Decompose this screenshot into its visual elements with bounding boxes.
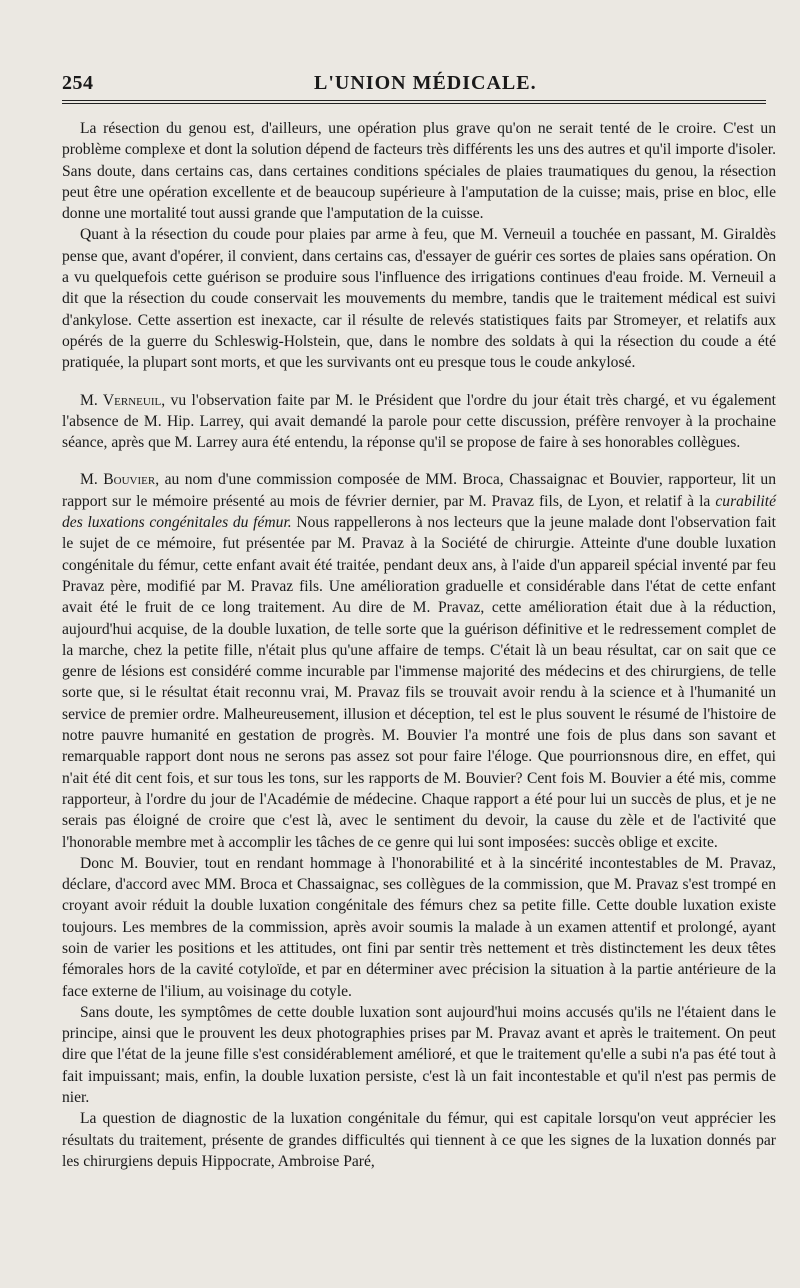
paragraph-symptoms: Sans doute, les symptômes de cette double luxation sont aujourd'hui moins accusés qu'ils ne l'étaient dans le principe, ainsi que le prouvent les deux photographies prises par M. Pravaz avant et après le traitement. On peut dire que l'état de la jeune fille s'est considérablement amélioré, et que le traitement qu'elle a subi n'a pas été tout à fait impuissant; mais, enfin, la double luxation persiste, c'est là un fait incontestable et qu'il n'est pas permis de nier. — [62, 1003, 776, 1107]
page-number: 254 — [62, 72, 94, 94]
paragraph-bouvier-report: M. Bouvier, au nom d'une commission composée de MM. Broca, Chassaignac et Bouvier, rapporteur, lit un rapport sur le mémoire présenté au mois de février dernier, par M. Pravaz fils, de Lyon, et relatif à la curabilité des luxations congénitales du fémur. Nous rappellerons à nos lecteurs que la jeune malade dont l'observation fait le sujet de ce mémoire, fut présentée par M. Pravaz à la Société de chirurgie. Atteinte d'une double luxation congénitale du fémur, cette enfant avait été traitée, pendant deux ans, à l'aide d'un appareil spécial inventé par feu Pravaz père, modifié par M. Pravaz fils. Une amélioration graduelle et considérable dans l'état de cette enfant avait été le fruit de ce long traitement. Au dire de M. Pravaz, cette amélioration était due à la réduction, aujourd'hui acquise, de la double luxation, de telle sorte que la guérison définitive et le redressement complet de la marche, chez la petite fille, n'était plus qu'une affaire de temps. C'était là un beau résultat, car on sait que ce genre de lésions est considéré comme incurable par l'immense majorité des médecins et des chirurgiens, de telle sorte que, si le résultat était reconnu vrai, M. Pravaz fils se trouvait avoir rendu à la science et à l'humanité un service de premier ordre. Malheureusement, illusion et déception, tel est le plus souvent le résumé de l'histoire de notre pauvre humanité en gestation de progrès. M. Bouvier l'a montré une fois de plus dans son savant et remarquable rapport dont nous ne serons pas assez sot pour faire l'éloge. Que pourrionsnous dire, en effet, qui n'ait été dit cent fois, et sur tous les tons, sur les rapports de M. Bouvier? Cent fois M. Bouvier a été mis, comme rapporteur, à l'ordre du jour de l'Académie de médecine. Chaque rapport a été pour lui un succès de plus, et je ne serais pas éloigné de croire que c'est là, avec le sentiment du devoir, la cause du zèle et de l'activité que l'honorable membre met à accomplir les tâches de ce genre qui lui sont imposées: succès oblige et excite. — [62, 471, 776, 851]
paragraph-genou-resection: La résection du genou est, d'ailleurs, une opération plus grave qu'on ne serait tenté de le croire. C'est un problème complexe et dont la solution dépend de facteurs très différents les uns des autres et qu'il importe d'isoler. Sans doute, dans certains cas, dans certaines conditions spéciales de plaies traumatiques du genou, la résection peut être une opération excellente et de beaucoup supérieure à l'amputation de la cuisse; mais, prise en bloc, elle donne une mortalité tout aussi grande que l'amputation de la cuisse. — [62, 120, 776, 223]
page-header — [62, 68, 776, 98]
memoir-title: curabilité des luxations congénitales du fémur. — [62, 492, 776, 532]
running-title: L'UNION MÉDICALE. — [314, 72, 537, 94]
speaker-name: M. Verneuil, — [80, 391, 166, 409]
paragraph-diagnosis: La question de diagnostic de la luxation congénitale du fémur, qui est capitale lorsqu'on veut apprécier les résultats du traitement, présente de grandes difficultés qui tiennent à ce que les signes de la luxation donnés par les chirurgiens depuis Hippocrate, Ambroise Paré, — [62, 1110, 776, 1170]
paragraph-bouvier-conclusion: Donc M. Bouvier, tout en rendant hommage à l'honorabilité et à la sincérité incontestables de M. Pravaz, déclare, d'accord avec MM. Broca et Chassaignac, ses collègues de la commission, que M. Pravaz s'est trompé en croyant avoir réduit la double luxation congénitale des fémurs chez sa petite fille. Cette double luxation existe toujours. Les membres de la commission, après avoir soumis la malade à un examen attentif et prolongé, ayant soin de varier les positions et les attitudes, ont fini par sentir très nettement et très distinctement les deux têtes fémorales hors de la cavité cotyloïde, et par en déterminer avec précision la situation à la partie antérieure de la face externe de l'ilium, au voisinage du cotyle. — [62, 854, 776, 1000]
header-rule — [62, 100, 766, 104]
article-body — [62, 118, 776, 1172]
speaker-name: M. Bouvier, — [80, 471, 160, 489]
paragraph-coude-resection: Quant à la résection du coude pour plaies par arme à feu, que M. Verneuil a touchée en passant, M. Giraldès pense que, avant d'opérer, il convient, dans certains cas, d'essayer de guérir ces sortes de plaies sans opération. On a vu quelquefois cette guérison se produire sous l'influence des irrigations continues d'eau froide. M. Verneuil a dit que la résection du coude conservait les mouvements du membre, tandis que le traitement médical est suivi d'ankylose. Cette assertion est inexacte, car il résulte de relevés statistiques faits par Stromeyer, et relatifs aux opérés de la guerre du Schleswig-Holstein, que, dans le nombre des soldats à qui la résection du coude a été pratiquée, la plupart sont morts, et que les survivants ont eu presque tous le coude ankylosé. — [62, 226, 776, 372]
paragraph-verneuil: M. Verneuil, vu l'observation faite par M. le Président que l'ordre du jour était très chargé, et vu également l'absence de M. Hip. Larrey, qui avait demandé la parole pour cette discussion, préfère renvoyer à la prochaine séance, après que M. Larrey aura été entendu, la réponse qu'il se propose de faire à ses honorables collègues. — [62, 391, 776, 452]
